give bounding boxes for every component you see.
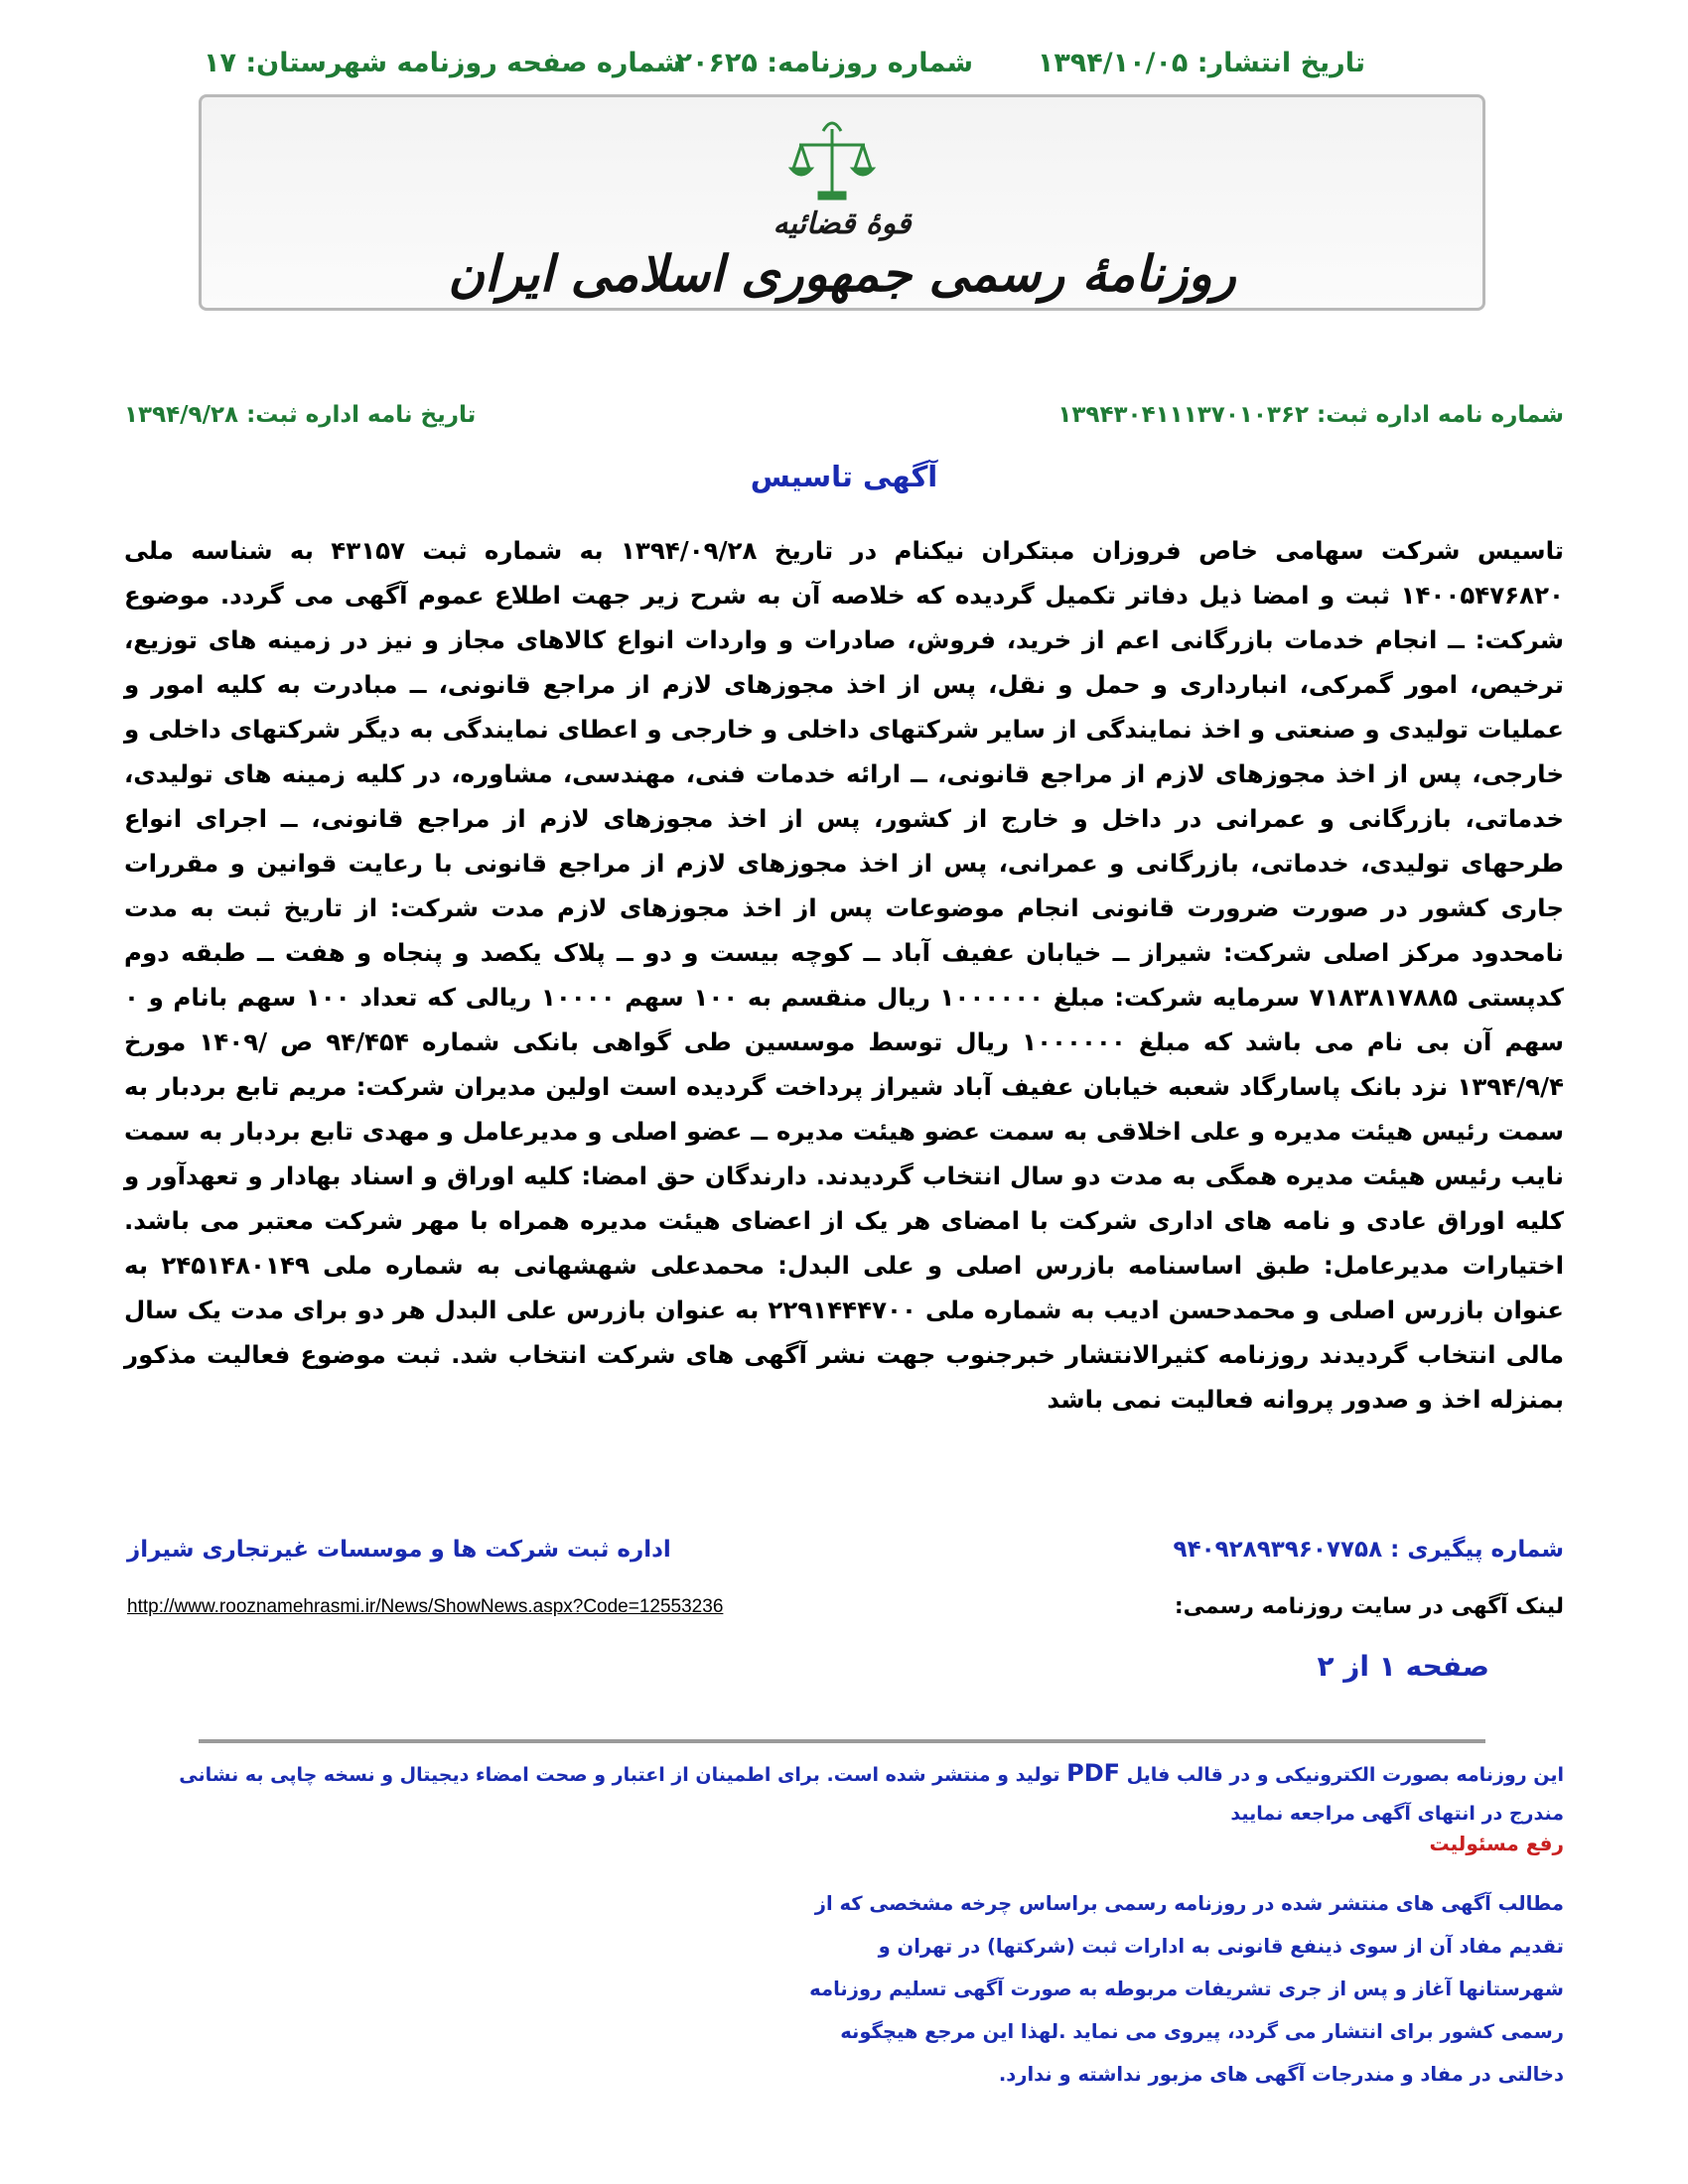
footer-note-before: این روزنامه بصورت الکترونیکی و در قالب فایل: [1126, 1764, 1564, 1786]
disclaimer-title: رفع مسئولیت: [1429, 1832, 1564, 1855]
footer-note: [124, 1754, 1564, 1834]
city-page-number: شماره صفحه روزنامه شهرستان: ۱۷: [204, 48, 683, 78]
page-count: صفحه ۱ از ۲: [1317, 1650, 1489, 1683]
scales-of-justice-icon: [787, 111, 877, 206]
registry-office: اداره ثبت شرکت ها و موسسات غیرتجاری شیراز: [127, 1537, 671, 1563]
ad-body-text: تاسیس شرکت سهامی خاص فروزان مبتکران نیکنام در تاریخ ۱۳۹۴/۰۹/۲۸ به شماره ثبت ۴۳۱۵۷ به شناسه ملی ۱۴۰۰۵۴۷۶۸۲۰ ثبت و امضا ذیل دفاتر تکمیل گردیده که خلاصه آن به شرح زیر جهت اطلاع عموم آگهی می گردد. موضوع شرکت: ــ انجام خدمات بازرگانی اعم از خرید، فروش، صادرات و واردات انواع کالاهای مجاز و نیز در زمینه های توزیع، ترخیص، امور گمرکی، انبارداری و حمل و نقل، پس از اخذ مجوزهای لازم از مراجع قانونی، ــ مبادرت به کلیه امور و عملیات تولیدی و صنعتی و اخذ نمایندگی از سایر شرکتهای داخلی و خارجی و اعطای نمایندگی به دیگر شرکتهای داخلی و خارجی، پس از اخذ مجوزهای لازم از مراجع قانونی، ــ ارائه خدمات فنی، مهندسی، مشاوره، در کلیه زمینه های تولیدی، خدماتی، بازرگانی و عمرانی در داخل و خارج از کشور، پس از اخذ مجوزهای لازم از مراجع قانونی، ــ اجرای انواع طرحهای تولیدی، خدماتی، بازرگانی و عمرانی، پس از اخذ مجوزهای لازم از مراجع قانونی با رعایت قوانین و مقررات جاری کشور در صورت ضرورت قانونی انجام موضوعات پس از اخذ مجوزهای لازم مدت شرکت: از تاریخ ثبت به مدت نامحدود مرکز اصلی شرکت: شیراز ــ خیابان عفیف آباد ــ کوچه بیست و دو ــ پلاک یکصد و پنجاه و هفت ــ طبقه دوم کدپستی ۷۱۸۳۸۱۷۸۸۵ سرمایه شرکت: مبلغ ۱۰۰۰۰۰۰ ریال منقسم به ۱۰۰ سهم ۱۰۰۰۰ ریالی که تعداد ۱۰۰ سهم بانام و ۰ سهم آن بی نام می باشد که مبلغ ۱۰۰۰۰۰۰ ریال توسط موسسین طی گواهی بانکی شماره ۹۴/۴۵۴ ص /۱۴۰۹ مورخ ۱۳۹۴/۹/۴ نزد بانک پاسارگاد شعبه خیابان عفیف آباد شیراز پرداخت گردیده است اولین مدیران شرکت: مریم تابع بردبار به سمت رئیس هیئت مدیره و علی اخلاقی به سمت عضو هیئت مدیره ــ عضو اصلی و مدیرعامل و مهدی تابع بردبار به سمت نایب رئیس هیئت مدیره همگی به مدت دو سال انتخاب گردیدند. دارندگان حق امضا: کلیه اوراق و اسناد بهادار و تعهدآور و کلیه اوراق عادی و نامه های اداری شرکت با امضای هر یک از اعضای هیئت مدیره همراه با مهر شرکت معتبر می باشد. اختیارات مدیرعامل: طبق اساسنامه بازرس اصلی و علی البدل: محمدعلی شهشهانی به شماره ملی ۲۴۵۱۴۸۰۱۴۹ به عنوان بازرس اصلی و محمدحسن ادیب به شماره ملی ۲۲۹۱۴۴۴۷۰۰ به عنوان بازرس علی البدل هر دو برای مدت یک سال مالی انتخاب گردیدند روزنامه کثیرالانتشار خبرجنوب جهت نشر آگهی های شرکت انتخاب شد. ثبت موضوع فعالیت مذکور بمنزله اخذ و صدور پروانه فعالیت نمی باشد: [124, 536, 1565, 1414]
footer-note-after: تولید و منتشر شده است. برای اطمینان از اعتبار و صحت امضاء دیجیتال و نسخه چاپی به نشانی مندرج در انتهای آگهی مراجعه نمایید: [179, 1764, 1564, 1825]
pdf-label: PDF: [1066, 1759, 1121, 1787]
tracking-number: شماره پیگیری : ۹۴۰۹۲۸۹۳۹۶۰۷۷۵۸: [1173, 1537, 1564, 1563]
publish-date: تاریخ انتشار: ۱۳۹۴/۱۰/۰۵: [1037, 48, 1365, 78]
ad-link-label: لینک آگهی در سایت روزنامه رسمی:: [1174, 1594, 1564, 1619]
ad-link-url[interactable]: http://www.rooznamehrasmi.ir/News/ShowNews.aspx?Code=12553236: [127, 1596, 724, 1617]
publication-header: [204, 48, 1365, 87]
footer-divider: [199, 1739, 1485, 1743]
newspaper-number: شماره روزنامه: ۲۰۶۲۵: [675, 48, 973, 78]
disclaimer-body: مطالب آگهی های منتشر شده در روزنامه رسمی براساس چرخه مشخصی که از تقدیم مفاد آن از سوی ذینفع قانونی به ادارات ثبت (شرکتها) در تهران و شهرستانها آغاز و پس از جری تشریفات مربوطه به صورت آگهی تسلیم روزنامه رسمی کشور برای انتشار می گردد، پیروی می نماید .لهذا این مرجع هیچگونه دخالتی در مفاد و مندرجات آگهی های مزبور نداشته و ندارد.: [809, 1892, 1564, 2086]
masthead-title: روزنامهٔ رسمی جمهوری اسلامی ایران: [448, 244, 1236, 303]
registry-letter-date: تاریخ نامه اداره ثبت: ۱۳۹۴/۹/۲۸: [124, 402, 477, 428]
registry-letter-number: شماره نامه اداره ثبت: ۱۳۹۴۳۰۴۱۱۱۳۷۰۱۰۳۶۲: [1057, 402, 1564, 428]
ad-title: آگهی تاسیس: [750, 460, 938, 493]
masthead-banner: [199, 94, 1485, 311]
masthead-subtitle: قوهٔ قضائیه: [773, 206, 912, 241]
